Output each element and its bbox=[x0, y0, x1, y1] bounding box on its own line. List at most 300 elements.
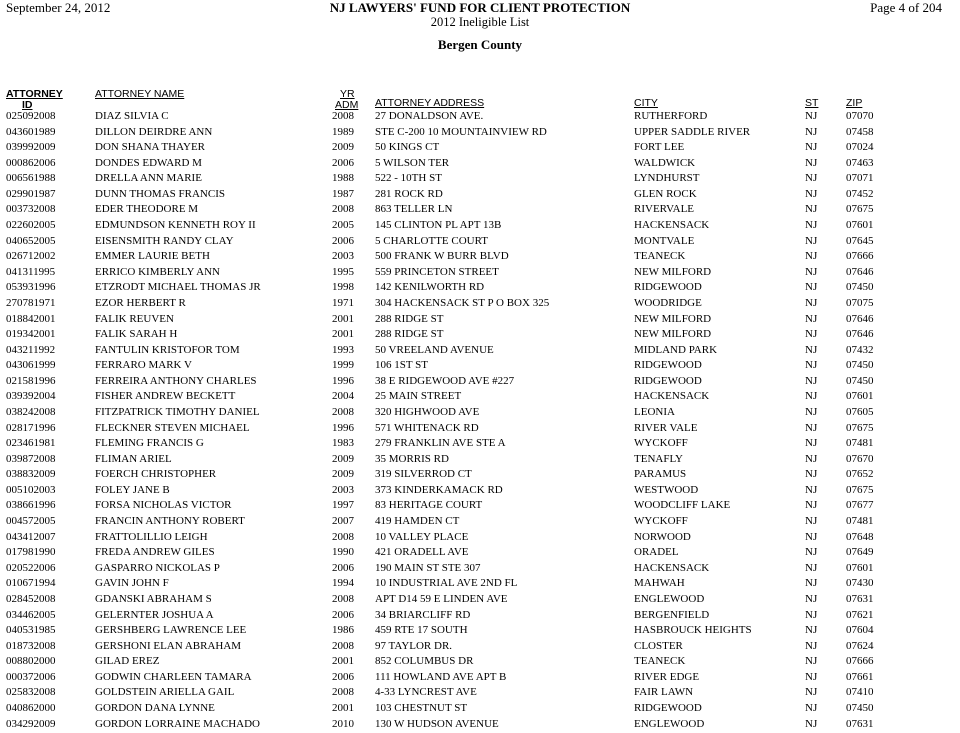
city: LEONIA bbox=[634, 405, 675, 418]
attorney-id: 034462005 bbox=[6, 608, 56, 621]
city: MONTVALE bbox=[634, 234, 695, 247]
zip: 07481 bbox=[846, 515, 874, 528]
attorney-id: 040652005 bbox=[6, 234, 56, 247]
attorney-id: 021581996 bbox=[6, 374, 56, 387]
table-row bbox=[0, 405, 960, 421]
city: RUTHERFORD bbox=[634, 110, 708, 122]
city: PARAMUS bbox=[634, 468, 687, 481]
city: TEANECK bbox=[634, 250, 686, 263]
year-admitted: 1990 bbox=[332, 546, 354, 559]
state: NJ bbox=[805, 250, 818, 263]
state: NJ bbox=[805, 203, 818, 216]
year-admitted: 2006 bbox=[332, 561, 354, 574]
city: HACKENSACK bbox=[634, 390, 710, 403]
state: NJ bbox=[805, 312, 818, 325]
year-admitted: 1995 bbox=[332, 265, 354, 278]
zip: 07677 bbox=[846, 499, 874, 512]
attorney-name: GILAD EREZ bbox=[95, 655, 160, 668]
table-row bbox=[0, 171, 960, 187]
city: ENGLEWOOD bbox=[634, 592, 705, 605]
zip: 07463 bbox=[846, 156, 874, 169]
report-subtitle: 2012 Ineligible List bbox=[430, 15, 530, 29]
city: ORADEL bbox=[634, 546, 679, 559]
zip: 07666 bbox=[846, 655, 874, 668]
state: NJ bbox=[805, 561, 818, 574]
table-row bbox=[0, 218, 960, 234]
city: RIDGEWOOD bbox=[634, 701, 702, 714]
attorney-id: 043211992 bbox=[6, 343, 56, 356]
attorney-address: 304 HACKENSACK ST P O BOX 325 bbox=[375, 296, 550, 309]
zip: 07648 bbox=[846, 530, 874, 543]
state: NJ bbox=[805, 125, 818, 138]
table-row bbox=[0, 452, 960, 468]
year-admitted: 2008 bbox=[332, 203, 354, 216]
state: NJ bbox=[805, 296, 818, 309]
table-row bbox=[0, 296, 960, 312]
table-row bbox=[0, 187, 960, 203]
attorney-address: 419 HAMDEN CT bbox=[375, 515, 460, 528]
attorney-id: 023461981 bbox=[6, 437, 56, 450]
attorney-name: EDMUNDSON KENNETH ROY II bbox=[95, 219, 256, 232]
city: CLOSTER bbox=[634, 639, 683, 652]
page-number: Page 4 of 204 bbox=[870, 0, 942, 15]
zip: 07452 bbox=[846, 187, 874, 200]
table-row bbox=[0, 202, 960, 218]
attorney-name: FORSA NICHOLAS VICTOR bbox=[95, 499, 232, 512]
state: NJ bbox=[805, 624, 818, 637]
attorney-name: FANTULIN KRISTOFOR TOM bbox=[95, 343, 240, 356]
attorney-address: 130 W HUDSON AVENUE bbox=[375, 717, 499, 730]
attorney-id: 018732008 bbox=[6, 639, 56, 652]
city: FORT LEE bbox=[634, 141, 685, 154]
attorney-id: 004572005 bbox=[6, 515, 56, 528]
table-row bbox=[0, 436, 960, 452]
attorney-name: GOLDSTEIN ARIELLA GAIL bbox=[95, 686, 235, 699]
zip: 07631 bbox=[846, 592, 874, 605]
state: NJ bbox=[805, 717, 818, 730]
year-admitted: 2008 bbox=[332, 405, 354, 418]
attorney-name: GORDON LORRAINE MACHADO bbox=[95, 717, 260, 730]
state: NJ bbox=[805, 390, 818, 403]
table-row bbox=[0, 576, 960, 592]
attorney-name: FLIMAN ARIEL bbox=[95, 452, 172, 465]
attorney-id: 026712002 bbox=[6, 250, 56, 263]
attorney-name: GERSHONI ELAN ABRAHAM bbox=[95, 639, 242, 652]
table-row bbox=[0, 639, 960, 655]
zip: 07070 bbox=[846, 110, 874, 122]
table-row bbox=[0, 701, 960, 717]
city: NEW MILFORD bbox=[634, 265, 712, 278]
year-admitted: 2008 bbox=[332, 110, 354, 122]
year-admitted: 2001 bbox=[332, 312, 354, 325]
year-admitted: 2007 bbox=[332, 515, 354, 528]
city: HACKENSACK bbox=[634, 219, 710, 232]
zip: 07075 bbox=[846, 296, 874, 309]
table-row bbox=[0, 312, 960, 328]
zip: 07481 bbox=[846, 437, 874, 450]
attorney-name: FRATTOLILLIO LEIGH bbox=[95, 530, 208, 543]
table-row bbox=[0, 280, 960, 296]
city: RIDGEWOOD bbox=[634, 374, 702, 387]
state: NJ bbox=[805, 328, 818, 341]
attorney-address: 97 TAYLOR DR. bbox=[375, 639, 453, 652]
city: MAHWAH bbox=[634, 577, 685, 590]
attorney-address: 281 ROCK RD bbox=[375, 187, 443, 200]
attorney-id: 008802000 bbox=[6, 655, 56, 668]
table-row bbox=[0, 389, 960, 405]
attorney-name: FLECKNER STEVEN MICHAEL bbox=[95, 421, 250, 434]
state: NJ bbox=[805, 608, 818, 621]
attorney-name: FREDA ANDREW GILES bbox=[95, 546, 215, 559]
col-st: ST bbox=[805, 97, 819, 109]
attorney-name: GORDON DANA LYNNE bbox=[95, 701, 215, 714]
city: ENGLEWOOD bbox=[634, 717, 705, 730]
city: TENAFLY bbox=[634, 452, 684, 465]
table-row bbox=[0, 608, 960, 624]
state: NJ bbox=[805, 219, 818, 232]
attorney-id: 005102003 bbox=[6, 483, 56, 496]
city: RIDGEWOOD bbox=[634, 359, 702, 372]
city: LYNDHURST bbox=[634, 172, 700, 185]
attorney-name: DONDES EDWARD M bbox=[95, 156, 202, 169]
attorney-address: 421 ORADELL AVE bbox=[375, 546, 469, 559]
zip: 07646 bbox=[846, 328, 874, 341]
state: NJ bbox=[805, 265, 818, 278]
table-row bbox=[0, 421, 960, 437]
state: NJ bbox=[805, 639, 818, 652]
city: WESTWOOD bbox=[634, 483, 699, 496]
attorney-id: 053931996 bbox=[6, 281, 56, 294]
attorney-name: FISHER ANDREW BECKETT bbox=[95, 390, 236, 403]
zip: 07458 bbox=[846, 125, 874, 138]
attorney-address: 459 RTE 17 SOUTH bbox=[375, 624, 468, 637]
table-row bbox=[0, 156, 960, 172]
state: NJ bbox=[805, 577, 818, 590]
zip: 07430 bbox=[846, 577, 874, 590]
year-admitted: 1983 bbox=[332, 437, 354, 450]
attorney-id: 000372006 bbox=[6, 670, 56, 683]
attorney-id: 025832008 bbox=[6, 686, 56, 699]
table-row bbox=[0, 358, 960, 374]
attorney-address: 4-33 LYNCREST AVE bbox=[375, 686, 477, 699]
attorney-id: 028171996 bbox=[6, 421, 56, 434]
zip: 07601 bbox=[846, 561, 874, 574]
state: NJ bbox=[805, 701, 818, 714]
table-row bbox=[0, 685, 960, 701]
table-row bbox=[0, 545, 960, 561]
attorney-address: 5 CHARLOTTE COURT bbox=[375, 234, 489, 247]
attorney-name: DIAZ SILVIA C bbox=[95, 110, 169, 122]
attorney-name: GODWIN CHARLEEN TAMARA bbox=[95, 670, 252, 683]
attorney-address: 38 E RIDGEWOOD AVE #227 bbox=[375, 374, 515, 387]
attorney-address: 288 RIDGE ST bbox=[375, 312, 444, 325]
city: MIDLAND PARK bbox=[634, 343, 718, 356]
attorney-name: DON SHANA THAYER bbox=[95, 141, 206, 154]
col-id-line2: ID bbox=[22, 99, 33, 111]
col-zip: ZIP bbox=[846, 97, 863, 109]
zip: 07649 bbox=[846, 546, 874, 559]
zip: 07071 bbox=[846, 172, 874, 185]
table-row bbox=[0, 327, 960, 343]
table-row bbox=[0, 234, 960, 250]
city: WYCKOFF bbox=[634, 437, 688, 450]
attorney-name: FOERCH CHRISTOPHER bbox=[95, 468, 217, 481]
col-name: ATTORNEY NAME bbox=[95, 88, 185, 100]
attorney-id: 038661996 bbox=[6, 499, 56, 512]
state: NJ bbox=[805, 359, 818, 372]
state: NJ bbox=[805, 156, 818, 169]
state: NJ bbox=[805, 187, 818, 200]
attorney-id: 020522006 bbox=[6, 561, 56, 574]
attorney-name: EZOR HERBERT R bbox=[95, 296, 186, 309]
year-admitted: 1988 bbox=[332, 172, 354, 185]
zip: 07601 bbox=[846, 390, 874, 403]
state: NJ bbox=[805, 530, 818, 543]
zip: 07604 bbox=[846, 624, 874, 637]
year-admitted: 2008 bbox=[332, 530, 354, 543]
attorney-name: DRELLA ANN MARIE bbox=[95, 172, 202, 185]
attorney-id: 028452008 bbox=[6, 592, 56, 605]
attorney-id: 040862000 bbox=[6, 701, 56, 714]
attorney-name: FLEMING FRANCIS G bbox=[95, 437, 204, 450]
attorney-id: 041311995 bbox=[6, 265, 56, 278]
city: WOODCLIFF LAKE bbox=[634, 499, 731, 512]
year-admitted: 1996 bbox=[332, 421, 354, 434]
year-admitted: 1987 bbox=[332, 187, 354, 200]
col-yr-line2: ADM bbox=[335, 99, 359, 111]
attorney-name: FERREIRA ANTHONY CHARLES bbox=[95, 374, 257, 387]
attorney-name: ETZRODT MICHAEL THOMAS JR bbox=[95, 281, 261, 294]
state: NJ bbox=[805, 483, 818, 496]
zip: 07675 bbox=[846, 483, 874, 496]
table-row bbox=[0, 343, 960, 359]
col-yr-line1: YR bbox=[340, 88, 355, 100]
attorney-name: EDER THEODORE M bbox=[95, 203, 199, 216]
zip: 07624 bbox=[846, 639, 874, 652]
zip: 07631 bbox=[846, 717, 874, 730]
year-admitted: 2009 bbox=[332, 452, 354, 465]
attorney-id: 038242008 bbox=[6, 405, 56, 418]
attorney-id: 270781971 bbox=[6, 296, 56, 309]
attorney-address: 319 SILVERROD CT bbox=[375, 468, 472, 481]
year-admitted: 2005 bbox=[332, 219, 354, 232]
state: NJ bbox=[805, 452, 818, 465]
attorney-address: 559 PRINCETON STREET bbox=[375, 265, 499, 278]
city: NEW MILFORD bbox=[634, 312, 712, 325]
city: NEW MILFORD bbox=[634, 328, 712, 341]
city: HACKENSACK bbox=[634, 561, 710, 574]
zip: 07024 bbox=[846, 141, 874, 154]
state: NJ bbox=[805, 234, 818, 247]
col-id-line1: ATTORNEY bbox=[6, 88, 63, 100]
state: NJ bbox=[805, 141, 818, 154]
table-row bbox=[0, 467, 960, 483]
attorney-address: 83 HERITAGE COURT bbox=[375, 499, 483, 512]
attorney-name: GDANSKI ABRAHAM S bbox=[95, 592, 212, 605]
attorney-name: FERRARO MARK V bbox=[95, 359, 192, 372]
table-row bbox=[0, 670, 960, 686]
table-row bbox=[0, 717, 960, 733]
state: NJ bbox=[805, 421, 818, 434]
city: BERGENFIELD bbox=[634, 608, 710, 621]
city: WALDWICK bbox=[634, 156, 696, 169]
attorney-address: 373 KINDERKAMACK RD bbox=[375, 483, 503, 496]
zip: 07646 bbox=[846, 265, 874, 278]
attorney-address: 522 - 10TH ST bbox=[375, 172, 442, 185]
state: NJ bbox=[805, 343, 818, 356]
state: NJ bbox=[805, 110, 818, 122]
table-row bbox=[0, 654, 960, 670]
year-admitted: 1994 bbox=[332, 577, 354, 590]
attorney-id: 003732008 bbox=[6, 203, 56, 216]
city: RIDGEWOOD bbox=[634, 281, 702, 294]
report-date: September 24, 2012 bbox=[6, 0, 111, 15]
attorney-id: 029901987 bbox=[6, 187, 56, 200]
zip: 07666 bbox=[846, 250, 874, 263]
attorney-name: EISENSMITH RANDY CLAY bbox=[95, 234, 234, 247]
attorney-address: 288 RIDGE ST bbox=[375, 328, 444, 341]
city: NORWOOD bbox=[634, 530, 691, 543]
city: RIVER VALE bbox=[634, 421, 698, 434]
table-row bbox=[0, 561, 960, 577]
zip: 07675 bbox=[846, 421, 874, 434]
year-admitted: 1996 bbox=[332, 374, 354, 387]
attorney-id: 019342001 bbox=[6, 328, 56, 341]
attorney-name: GELERNTER JOSHUA A bbox=[95, 608, 214, 621]
city: UPPER SADDLE RIVER bbox=[634, 125, 751, 138]
year-admitted: 2001 bbox=[332, 701, 354, 714]
zip: 07652 bbox=[846, 468, 874, 481]
state: NJ bbox=[805, 592, 818, 605]
year-admitted: 2006 bbox=[332, 670, 354, 683]
table-row bbox=[0, 483, 960, 499]
table-row bbox=[0, 109, 960, 125]
year-admitted: 2001 bbox=[332, 655, 354, 668]
zip: 07450 bbox=[846, 701, 874, 714]
year-admitted: 2009 bbox=[332, 141, 354, 154]
attorney-address: 571 WHITENACK RD bbox=[375, 421, 479, 434]
city: WYCKOFF bbox=[634, 515, 688, 528]
year-admitted: 1986 bbox=[332, 624, 354, 637]
attorney-address: 279 FRANKLIN AVE STE A bbox=[375, 437, 506, 450]
attorney-address: 500 FRANK W BURR BLVD bbox=[375, 250, 509, 263]
col-city: CITY bbox=[634, 97, 658, 109]
attorney-address: 10 INDUSTRIAL AVE 2ND FL bbox=[375, 577, 518, 590]
year-admitted: 2006 bbox=[332, 156, 354, 169]
table-row bbox=[0, 249, 960, 265]
attorney-address: 50 VREELAND AVENUE bbox=[375, 343, 494, 356]
city: RIVERVALE bbox=[634, 203, 695, 216]
attorney-address: 27 DONALDSON AVE. bbox=[375, 110, 484, 122]
attorney-name: FITZPATRICK TIMOTHY DANIEL bbox=[95, 405, 260, 418]
state: NJ bbox=[805, 515, 818, 528]
attorney-id: 043601989 bbox=[6, 125, 56, 138]
attorney-address: STE C-200 10 MOUNTAINVIEW RD bbox=[375, 125, 547, 138]
attorney-id: 022602005 bbox=[6, 219, 56, 232]
state: NJ bbox=[805, 374, 818, 387]
year-admitted: 2008 bbox=[332, 592, 354, 605]
report-title: NJ LAWYERS' FUND FOR CLIENT PROTECTION bbox=[329, 0, 631, 15]
attorney-address: 142 KENILWORTH RD bbox=[375, 281, 485, 294]
attorney-name: ERRICO KIMBERLY ANN bbox=[95, 265, 220, 278]
year-admitted: 2003 bbox=[332, 483, 354, 496]
attorney-address: 5 WILSON TER bbox=[375, 156, 450, 169]
year-admitted: 1971 bbox=[332, 296, 354, 309]
state: NJ bbox=[805, 281, 818, 294]
zip: 07645 bbox=[846, 234, 874, 247]
zip: 07605 bbox=[846, 405, 874, 418]
state: NJ bbox=[805, 172, 818, 185]
city: TEANECK bbox=[634, 655, 686, 668]
year-admitted: 1989 bbox=[332, 125, 354, 138]
table-row bbox=[0, 514, 960, 530]
year-admitted: 2010 bbox=[332, 717, 354, 730]
attorney-address: 106 1ST ST bbox=[375, 359, 428, 372]
attorney-address: 320 HIGHWOOD AVE bbox=[375, 405, 480, 418]
zip: 07410 bbox=[846, 686, 874, 699]
attorney-list bbox=[0, 109, 960, 732]
city: HASBROUCK HEIGHTS bbox=[634, 624, 752, 637]
attorney-address: 34 BRIARCLIFF RD bbox=[375, 608, 471, 621]
attorney-id: 017981990 bbox=[6, 546, 56, 559]
year-admitted: 1999 bbox=[332, 359, 354, 372]
county-heading: Bergen County bbox=[437, 37, 523, 52]
zip: 07646 bbox=[846, 312, 874, 325]
year-admitted: 1997 bbox=[332, 499, 354, 512]
attorney-address: 50 KINGS CT bbox=[375, 141, 440, 154]
attorney-id: 039872008 bbox=[6, 452, 56, 465]
attorney-name: FRANCIN ANTHONY ROBERT bbox=[95, 515, 245, 528]
attorney-address: 25 MAIN STREET bbox=[375, 390, 462, 403]
year-admitted: 2003 bbox=[332, 250, 354, 263]
attorney-address: 103 CHESTNUT ST bbox=[375, 701, 468, 714]
zip: 07661 bbox=[846, 670, 874, 683]
city: GLEN ROCK bbox=[634, 187, 697, 200]
year-admitted: 2009 bbox=[332, 468, 354, 481]
state: NJ bbox=[805, 468, 818, 481]
zip: 07670 bbox=[846, 452, 874, 465]
attorney-id: 034292009 bbox=[6, 717, 56, 730]
attorney-name: FOLEY JANE B bbox=[95, 483, 170, 496]
attorney-name: EMMER LAURIE BETH bbox=[95, 250, 210, 263]
zip: 07675 bbox=[846, 203, 874, 216]
state: NJ bbox=[805, 405, 818, 418]
attorney-id: 018842001 bbox=[6, 312, 56, 325]
attorney-id: 025092008 bbox=[6, 110, 56, 122]
attorney-address: 145 CLINTON PL APT 13B bbox=[375, 219, 502, 232]
attorney-id: 039392004 bbox=[6, 390, 56, 403]
year-admitted: 2001 bbox=[332, 328, 354, 341]
attorney-address: APT D14 59 E LINDEN AVE bbox=[375, 592, 508, 605]
table-row bbox=[0, 125, 960, 141]
year-admitted: 2004 bbox=[332, 390, 354, 403]
attorney-name: FALIK SARAH H bbox=[95, 328, 178, 341]
state: NJ bbox=[805, 670, 818, 683]
year-admitted: 2006 bbox=[332, 234, 354, 247]
table-row bbox=[0, 374, 960, 390]
city: FAIR LAWN bbox=[634, 686, 694, 699]
attorney-name: DUNN THOMAS FRANCIS bbox=[95, 187, 225, 200]
col-address: ATTORNEY ADDRESS bbox=[375, 97, 485, 109]
attorney-id: 039992009 bbox=[6, 141, 56, 154]
attorney-address: 190 MAIN ST STE 307 bbox=[375, 561, 481, 574]
table-row bbox=[0, 592, 960, 608]
zip: 07621 bbox=[846, 608, 874, 621]
year-admitted: 1993 bbox=[332, 343, 354, 356]
attorney-name: GERSHBERG LAWRENCE LEE bbox=[95, 624, 247, 637]
year-admitted: 2006 bbox=[332, 608, 354, 621]
zip: 07450 bbox=[846, 374, 874, 387]
